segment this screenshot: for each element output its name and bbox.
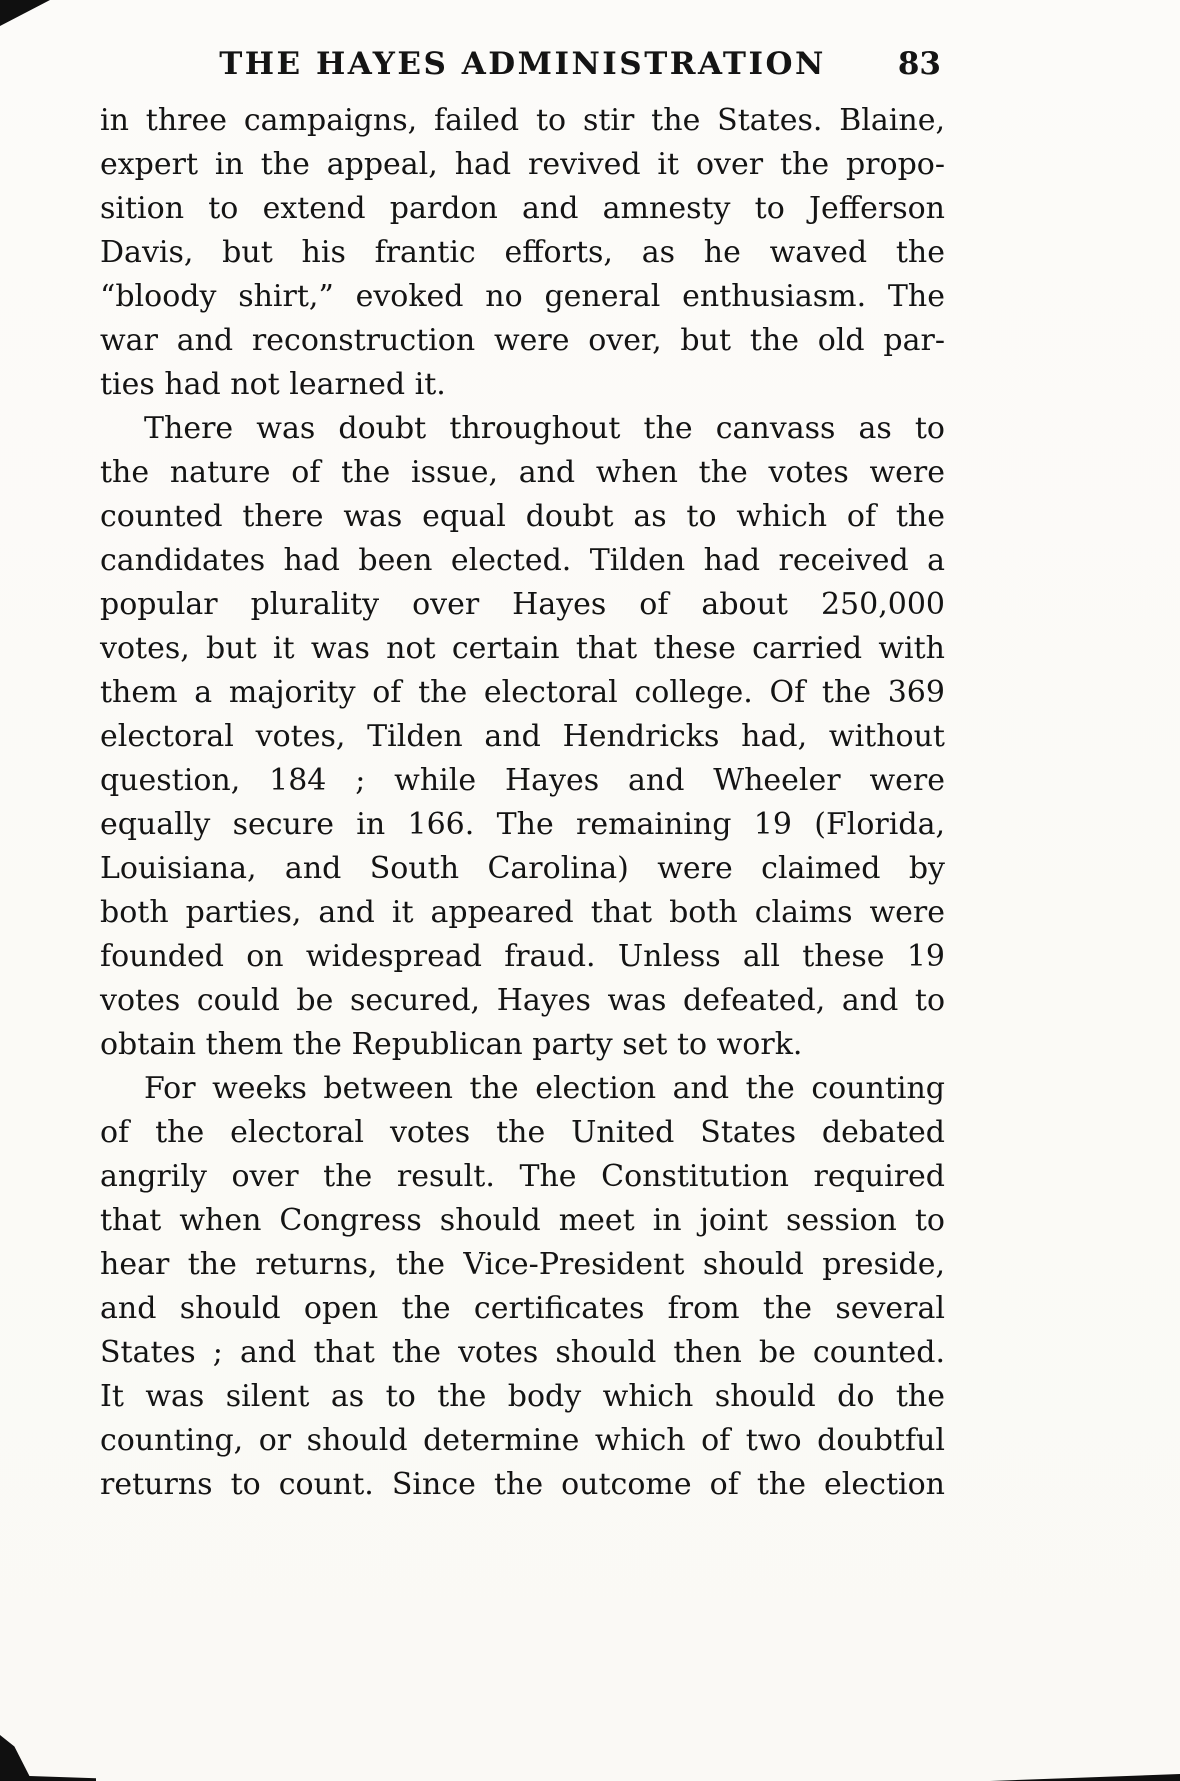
text-line: It was silent as to the body which should do the: [100, 1379, 945, 1414]
text-line: question, 184 ; while Hayes and Wheeler were: [100, 763, 945, 798]
text-line: founded on widespread fraud. Unless all these 19: [100, 939, 945, 974]
text-line: Louisiana, and South Carolina) were claimed by: [100, 851, 945, 886]
text-line: popular plurality over Hayes of about 250,000: [100, 587, 945, 622]
text-line: angrily over the result. The Constitution required: [100, 1159, 945, 1194]
running-header: [100, 46, 945, 88]
text-line: votes, but it was not certain that these carried with: [100, 631, 945, 666]
scan-artifact-bottom-left-icon: [0, 1735, 32, 1781]
chapter-title: THE HAYES ADMINISTRATION: [219, 46, 826, 82]
text-line: equally secure in 166. The remaining 19 (Florida,: [100, 807, 945, 842]
text-line: them a majority of the electoral college. Of the 369: [100, 675, 945, 710]
paragraph: [100, 99, 945, 407]
paragraph: [100, 407, 945, 1067]
text-line: States ; and that the votes should then be counted.: [100, 1335, 945, 1370]
text-line: of the electoral votes the United States debated: [100, 1115, 945, 1150]
paragraph: [100, 1067, 945, 1507]
text-line: that when Congress should meet in joint session to: [100, 1203, 945, 1238]
text-line: returns to count. Since the outcome of the election: [100, 1467, 945, 1502]
text-line: the nature of the issue, and when the votes were: [100, 455, 945, 490]
text-line: counted there was equal doubt as to which of the: [100, 499, 945, 534]
text-line: counting, or should determine which of two doubtful: [100, 1423, 945, 1458]
page-number: 83: [897, 46, 941, 82]
text-line: Davis, but his frantic efforts, as he waved the: [100, 235, 945, 270]
text-line: and should open the certificates from the several: [100, 1291, 945, 1326]
text-line: ties had not learned it.: [100, 367, 446, 402]
text-line: war and reconstruction were over, but the old par-: [100, 323, 945, 358]
text-line: hear the returns, the Vice-President should preside,: [100, 1247, 945, 1282]
text-line: “bloody shirt,” evoked no general enthusiasm. The: [100, 279, 945, 314]
text-line: candidates had been elected. Tilden had received a: [100, 543, 945, 578]
scan-artifact-top-left-icon: [0, 0, 50, 26]
text-line: in three campaigns, failed to stir the States. Blaine,: [100, 103, 945, 138]
text-line: sition to extend pardon and amnesty to Jefferson: [100, 191, 945, 226]
text-line: For weeks between the election and the counting: [144, 1071, 945, 1106]
text-line: There was doubt throughout the canvass as to: [144, 411, 945, 446]
text-line: obtain them the Republican party set to work.: [100, 1027, 803, 1062]
text-line: expert in the appeal, had revived it over the propo-: [100, 147, 945, 182]
text-line: both parties, and it appeared that both claims were: [100, 895, 945, 930]
text-line: votes could be secured, Hayes was defeated, and to: [100, 983, 945, 1018]
scan-artifact-bottom-edge-right-icon: [990, 1774, 1180, 1781]
text-line: electoral votes, Tilden and Hendricks had, without: [100, 719, 945, 754]
scan-artifact-bottom-edge-left-icon: [0, 1775, 96, 1781]
page-body: [100, 99, 945, 1507]
